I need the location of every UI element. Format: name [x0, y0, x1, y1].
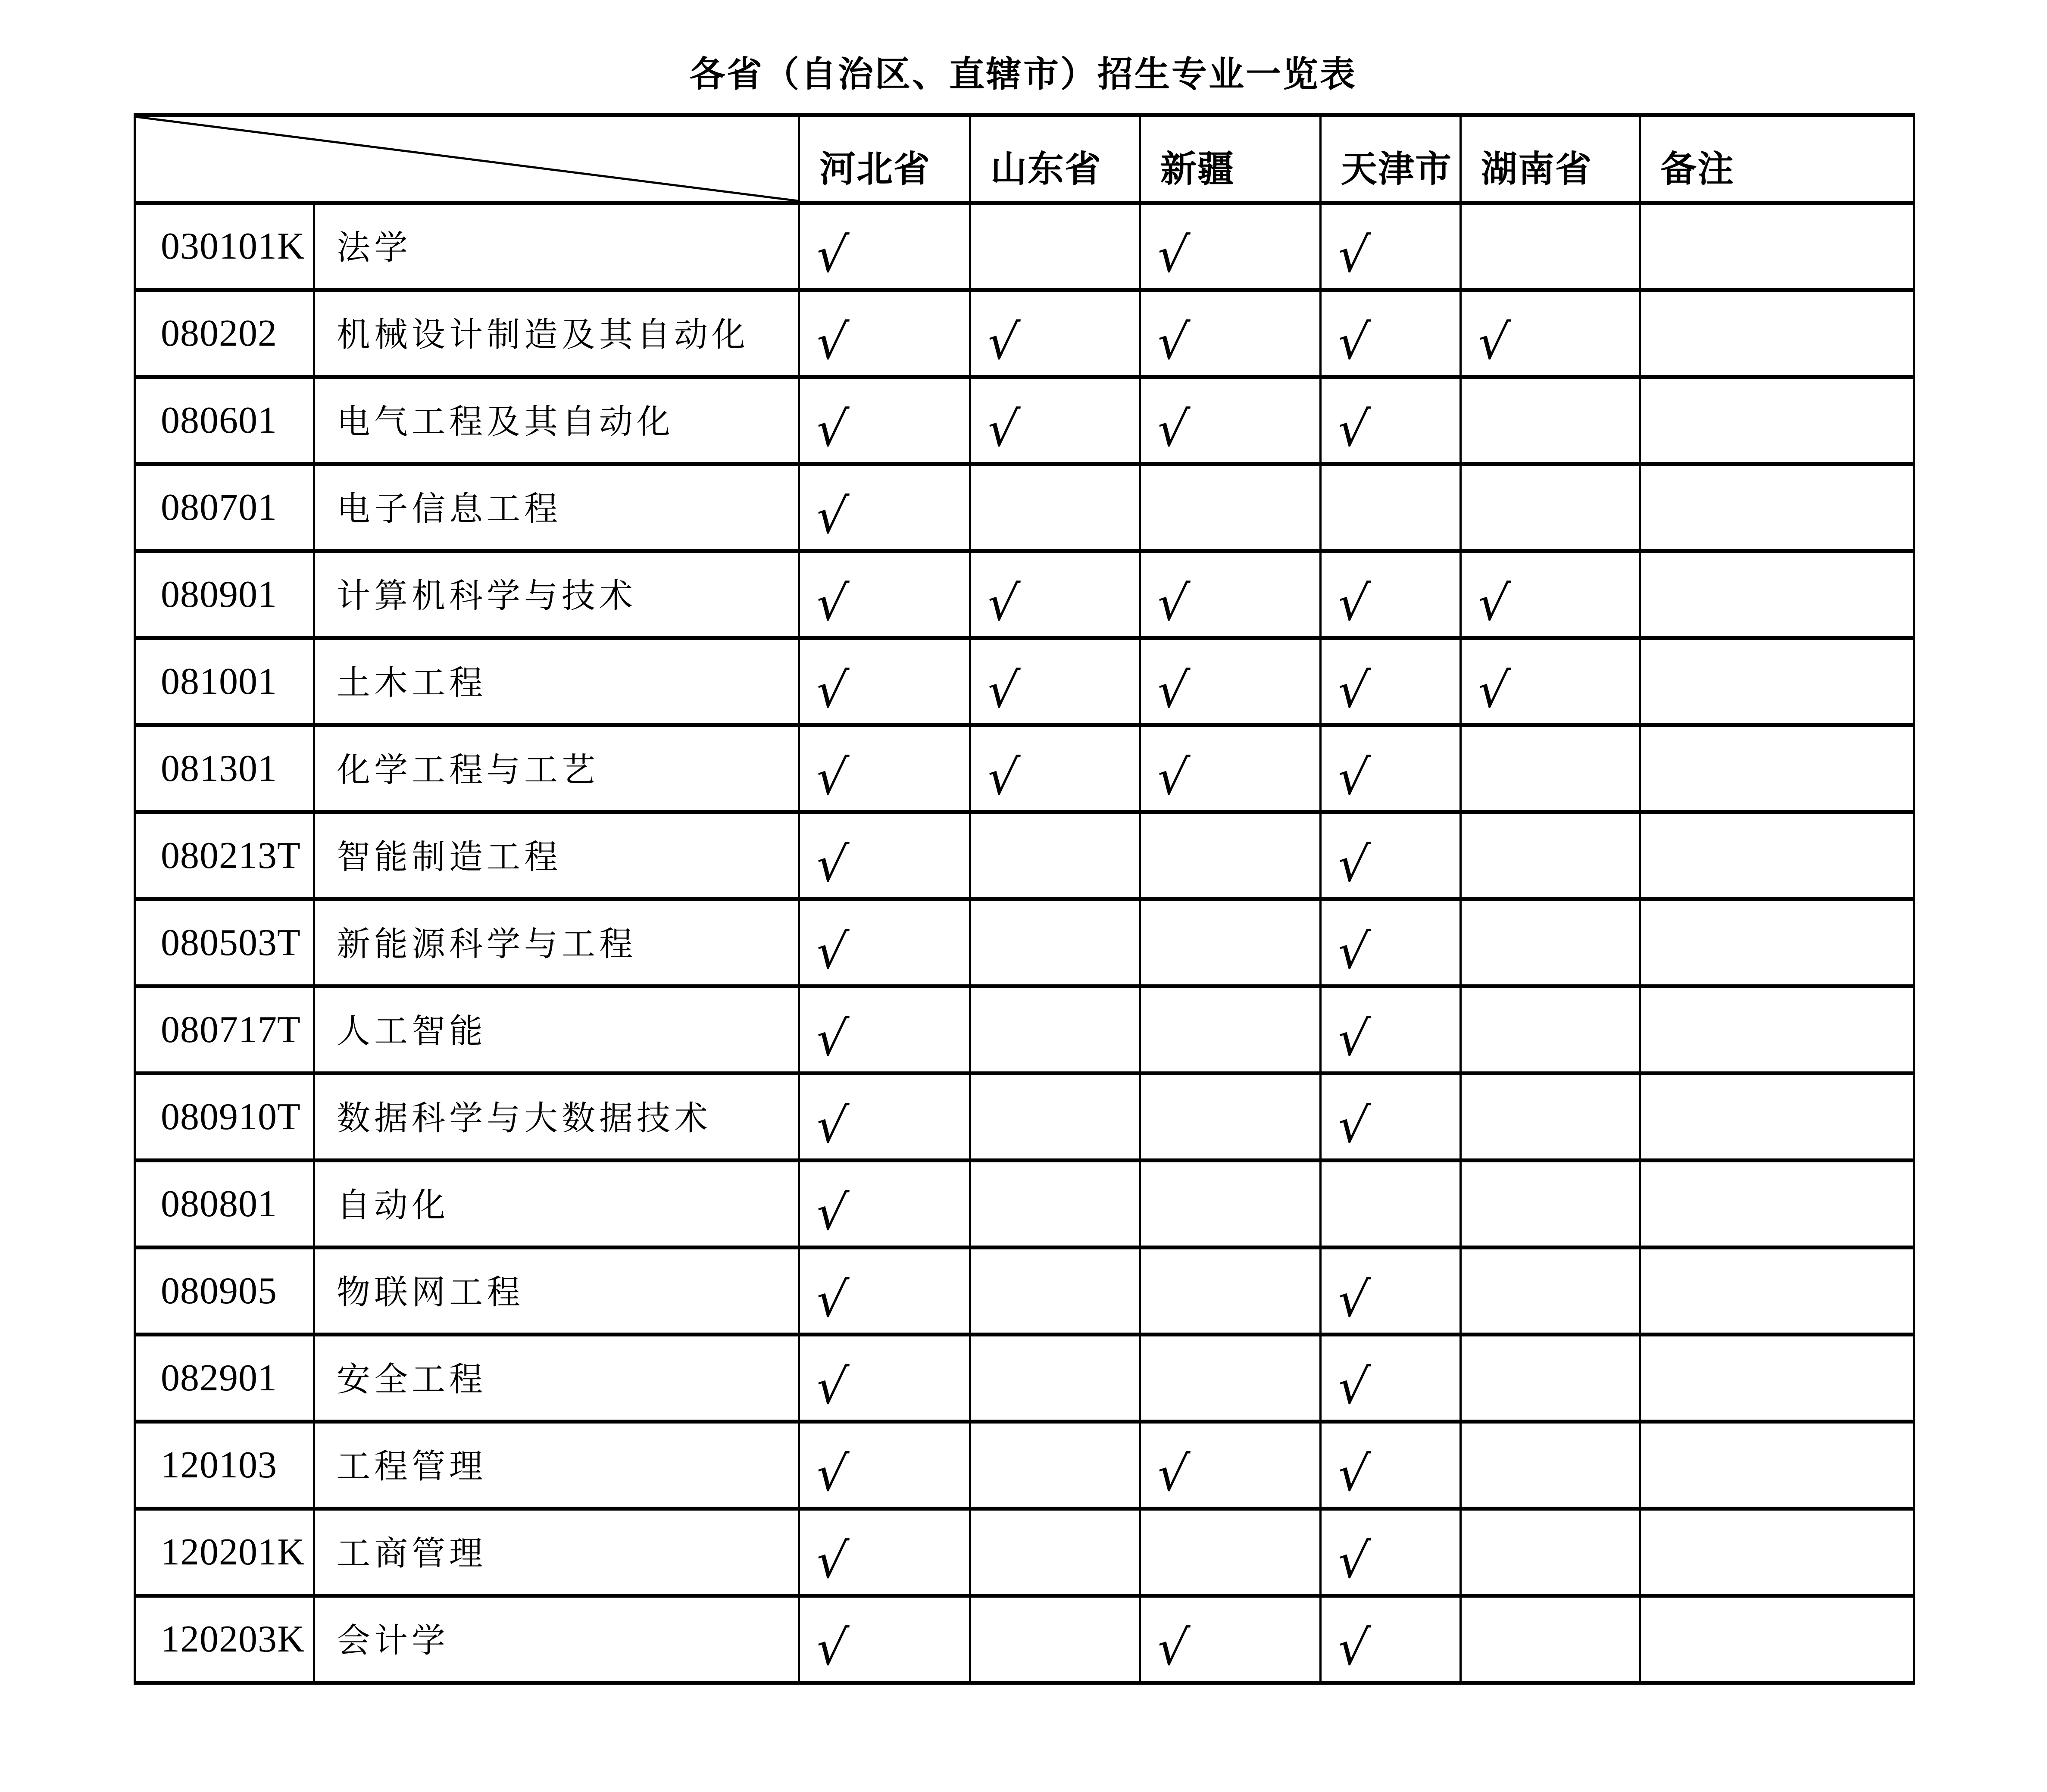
check-mark: √: [1335, 749, 1372, 805]
remark-cell: [1640, 464, 1914, 551]
check-cell-province-2: [970, 812, 1140, 899]
remark-cell: [1640, 812, 1914, 899]
major-name-cell: 电气工程及其自动化: [314, 377, 799, 464]
table-row: [135, 987, 1914, 1074]
remark-cell: [1640, 725, 1914, 812]
check-mark: √: [1154, 1446, 1191, 1502]
check-cell-province-3: [1140, 551, 1321, 638]
check-mark: √: [1335, 1272, 1372, 1328]
check-cell-province-3: [1140, 1335, 1321, 1422]
check-cell-province-5: [1461, 464, 1640, 551]
check-cell-province-3: [1140, 1074, 1321, 1161]
check-mark: √: [984, 662, 1022, 718]
check-mark: √: [813, 662, 850, 718]
check-cell-province-2: [970, 899, 1140, 987]
check-mark: √: [813, 488, 850, 544]
check-mark: √: [1154, 314, 1191, 370]
check-mark: √: [813, 1446, 850, 1502]
major-code-cell: 080910T: [135, 1074, 314, 1161]
check-cell-province-3: [1140, 464, 1321, 551]
table-row: [135, 899, 1914, 987]
corner-cell: [135, 115, 799, 203]
major-code-cell: 080503T: [135, 899, 314, 987]
page-title: 各省（自治区、直辖市）招生专业一览表: [689, 55, 1357, 94]
check-cell-province-5: [1461, 377, 1640, 464]
check-cell-province-5: [1461, 1335, 1640, 1422]
remark-cell: [1640, 377, 1914, 464]
check-cell-province-1: [799, 1074, 970, 1161]
diagonal-divider: [136, 117, 798, 201]
major-name-cell: 法学: [314, 203, 799, 290]
check-cell-province-1: [799, 203, 970, 290]
major-code-cell: 080717T: [135, 987, 314, 1074]
check-cell-province-2: [970, 1074, 1140, 1161]
check-mark: √: [1154, 227, 1191, 283]
check-cell-province-4: [1321, 987, 1461, 1074]
check-cell-province-5: [1461, 638, 1640, 725]
remark-cell: [1640, 1422, 1914, 1509]
table-row: [135, 812, 1914, 899]
check-mark: √: [813, 1620, 850, 1676]
remark-cell: [1640, 1509, 1914, 1596]
column-header-province-3: 新疆: [1140, 115, 1321, 203]
table-row: [135, 638, 1914, 725]
column-header-province-2: 山东省: [970, 115, 1140, 203]
major-name-cell: 计算机科学与技术: [314, 551, 799, 638]
check-mark: √: [984, 575, 1022, 631]
check-mark: √: [813, 1272, 850, 1328]
major-code-cell: 120103: [135, 1422, 314, 1509]
check-mark: √: [1154, 575, 1191, 631]
column-header-province-4: 天津市: [1321, 115, 1461, 203]
check-cell-province-4: [1321, 899, 1461, 987]
major-code-cell: 080213T: [135, 812, 314, 899]
check-mark: √: [1335, 1533, 1372, 1589]
check-cell-province-5: [1461, 1248, 1640, 1335]
major-code-cell: 082901: [135, 1335, 314, 1422]
check-cell-province-3: [1140, 638, 1321, 725]
major-name-cell: 新能源科学与工程: [314, 899, 799, 987]
check-cell-province-5: [1461, 812, 1640, 899]
check-cell-province-4: [1321, 290, 1461, 377]
check-cell-province-3: [1140, 1596, 1321, 1683]
check-mark: √: [813, 401, 850, 457]
check-mark: √: [1335, 924, 1372, 980]
check-cell-province-1: [799, 290, 970, 377]
check-mark: √: [1335, 227, 1372, 283]
check-mark: √: [1335, 401, 1372, 457]
remark-cell: [1640, 203, 1914, 290]
remark-cell: [1640, 987, 1914, 1074]
check-cell-province-4: [1321, 1161, 1461, 1248]
major-name-cell: 自动化: [314, 1161, 799, 1248]
check-cell-province-5: [1461, 1422, 1640, 1509]
check-cell-province-5: [1461, 1074, 1640, 1161]
table-row: [135, 290, 1914, 377]
check-cell-province-2: [970, 464, 1140, 551]
major-name-cell: 工程管理: [314, 1422, 799, 1509]
remark-cell: [1640, 290, 1914, 377]
major-name-cell: 物联网工程: [314, 1248, 799, 1335]
check-cell-province-1: [799, 1596, 970, 1683]
check-cell-province-4: [1321, 725, 1461, 812]
check-mark: √: [813, 924, 850, 980]
check-mark: √: [1475, 575, 1512, 631]
check-mark: √: [1475, 662, 1512, 718]
check-cell-province-1: [799, 899, 970, 987]
check-mark: √: [813, 1098, 850, 1154]
check-cell-province-3: [1140, 725, 1321, 812]
check-cell-province-3: [1140, 1422, 1321, 1509]
table-row: [135, 464, 1914, 551]
table-row: [135, 725, 1914, 812]
major-code-cell: 081001: [135, 638, 314, 725]
check-cell-province-4: [1321, 1596, 1461, 1683]
major-code-cell: 080701: [135, 464, 314, 551]
major-name-cell: 工商管理: [314, 1509, 799, 1596]
check-mark: √: [1335, 314, 1372, 370]
check-cell-province-2: [970, 551, 1140, 638]
check-mark: √: [813, 837, 850, 893]
check-cell-province-4: [1321, 464, 1461, 551]
table-row: [135, 1074, 1914, 1161]
remark-cell: [1640, 1248, 1914, 1335]
check-mark: √: [813, 1533, 850, 1589]
check-cell-province-3: [1140, 290, 1321, 377]
check-cell-province-2: [970, 638, 1140, 725]
check-cell-province-3: [1140, 203, 1321, 290]
check-cell-province-2: [970, 1596, 1140, 1683]
table-row: [135, 1248, 1914, 1335]
table-row: [135, 377, 1914, 464]
table-row: [135, 1335, 1914, 1422]
check-cell-province-1: [799, 551, 970, 638]
check-cell-province-2: [970, 1161, 1140, 1248]
check-mark: √: [1335, 1011, 1372, 1067]
check-cell-province-3: [1140, 987, 1321, 1074]
check-cell-province-5: [1461, 899, 1640, 987]
check-mark: √: [813, 1185, 850, 1241]
check-cell-province-4: [1321, 1422, 1461, 1509]
check-cell-province-2: [970, 1248, 1140, 1335]
remark-cell: [1640, 1596, 1914, 1683]
remark-cell: [1640, 1074, 1914, 1161]
check-mark: √: [813, 227, 850, 283]
check-cell-province-3: [1140, 812, 1321, 899]
check-mark: √: [984, 401, 1022, 457]
major-code-cell: 080901: [135, 551, 314, 638]
check-mark: √: [1335, 662, 1372, 718]
check-mark: √: [813, 314, 850, 370]
remark-cell: [1640, 551, 1914, 638]
check-cell-province-5: [1461, 551, 1640, 638]
major-code-cell: 080905: [135, 1248, 314, 1335]
check-cell-province-5: [1461, 1509, 1640, 1596]
table-row: [135, 551, 1914, 638]
check-cell-province-2: [970, 725, 1140, 812]
table-row: [135, 1509, 1914, 1596]
check-cell-province-1: [799, 1509, 970, 1596]
check-cell-province-1: [799, 1161, 970, 1248]
majors-table: [134, 113, 1915, 1685]
major-name-cell: 机械设计制造及其自动化: [314, 290, 799, 377]
major-code-cell: 120201K: [135, 1509, 314, 1596]
check-mark: √: [1154, 662, 1191, 718]
major-name-cell: 土木工程: [314, 638, 799, 725]
major-name-cell: 化学工程与工艺: [314, 725, 799, 812]
check-cell-province-4: [1321, 812, 1461, 899]
major-code-cell: 080202: [135, 290, 314, 377]
check-cell-province-1: [799, 1422, 970, 1509]
remark-cell: [1640, 1161, 1914, 1248]
check-mark: √: [813, 1359, 850, 1415]
check-mark: √: [1335, 837, 1372, 893]
check-cell-province-2: [970, 1422, 1140, 1509]
check-cell-province-5: [1461, 725, 1640, 812]
check-cell-province-2: [970, 987, 1140, 1074]
check-cell-province-2: [970, 203, 1140, 290]
check-cell-province-1: [799, 1335, 970, 1422]
major-code-cell: 081301: [135, 725, 314, 812]
check-cell-province-2: [970, 1509, 1140, 1596]
check-mark: √: [984, 314, 1022, 370]
column-header-remark: 备注: [1640, 115, 1914, 203]
check-mark: √: [1335, 1620, 1372, 1676]
remark-cell: [1640, 638, 1914, 725]
check-mark: √: [1335, 1098, 1372, 1154]
check-cell-province-5: [1461, 1596, 1640, 1683]
major-code-cell: 120203K: [135, 1596, 314, 1683]
check-cell-province-3: [1140, 377, 1321, 464]
major-name-cell: 电子信息工程: [314, 464, 799, 551]
check-cell-province-4: [1321, 377, 1461, 464]
check-mark: √: [984, 749, 1022, 805]
check-cell-province-4: [1321, 1074, 1461, 1161]
remark-cell: [1640, 899, 1914, 987]
header-row: [135, 115, 1914, 203]
check-cell-province-5: [1461, 290, 1640, 377]
check-cell-province-1: [799, 812, 970, 899]
check-mark: √: [1335, 575, 1372, 631]
check-cell-province-4: [1321, 638, 1461, 725]
check-cell-province-4: [1321, 203, 1461, 290]
major-name-cell: 人工智能: [314, 987, 799, 1074]
check-cell-province-4: [1321, 551, 1461, 638]
major-name-cell: 智能制造工程: [314, 812, 799, 899]
major-code-cell: 080601: [135, 377, 314, 464]
check-cell-province-2: [970, 377, 1140, 464]
check-mark: √: [1154, 749, 1191, 805]
check-cell-province-5: [1461, 203, 1640, 290]
check-cell-province-3: [1140, 1248, 1321, 1335]
check-cell-province-1: [799, 987, 970, 1074]
check-mark: √: [1475, 314, 1512, 370]
major-code-cell: 080801: [135, 1161, 314, 1248]
check-mark: √: [1335, 1359, 1372, 1415]
table-row: [135, 203, 1914, 290]
check-cell-province-4: [1321, 1509, 1461, 1596]
check-mark: √: [813, 575, 850, 631]
column-header-province-5: 湖南省: [1461, 115, 1640, 203]
check-mark: √: [1335, 1446, 1372, 1502]
check-cell-province-2: [970, 1335, 1140, 1422]
check-cell-province-1: [799, 725, 970, 812]
check-mark: √: [813, 749, 850, 805]
major-code-cell: 030101K: [135, 203, 314, 290]
check-cell-province-5: [1461, 1161, 1640, 1248]
column-header-province-1: 河北省: [799, 115, 970, 203]
check-cell-province-1: [799, 638, 970, 725]
major-name-cell: 数据科学与大数据技术: [314, 1074, 799, 1161]
check-cell-province-1: [799, 464, 970, 551]
check-mark: √: [1154, 401, 1191, 457]
table-row: [135, 1422, 1914, 1509]
major-name-cell: 会计学: [314, 1596, 799, 1683]
check-cell-province-4: [1321, 1248, 1461, 1335]
check-cell-province-3: [1140, 1161, 1321, 1248]
table-row: [135, 1596, 1914, 1683]
check-mark: √: [813, 1011, 850, 1067]
remark-cell: [1640, 1335, 1914, 1422]
check-mark: √: [1154, 1620, 1191, 1676]
check-cell-province-5: [1461, 987, 1640, 1074]
check-cell-province-1: [799, 377, 970, 464]
check-cell-province-4: [1321, 1335, 1461, 1422]
check-cell-province-1: [799, 1248, 970, 1335]
major-name-cell: 安全工程: [314, 1335, 799, 1422]
check-cell-province-2: [970, 290, 1140, 377]
table-row: [135, 1161, 1914, 1248]
check-cell-province-3: [1140, 899, 1321, 987]
check-cell-province-3: [1140, 1509, 1321, 1596]
